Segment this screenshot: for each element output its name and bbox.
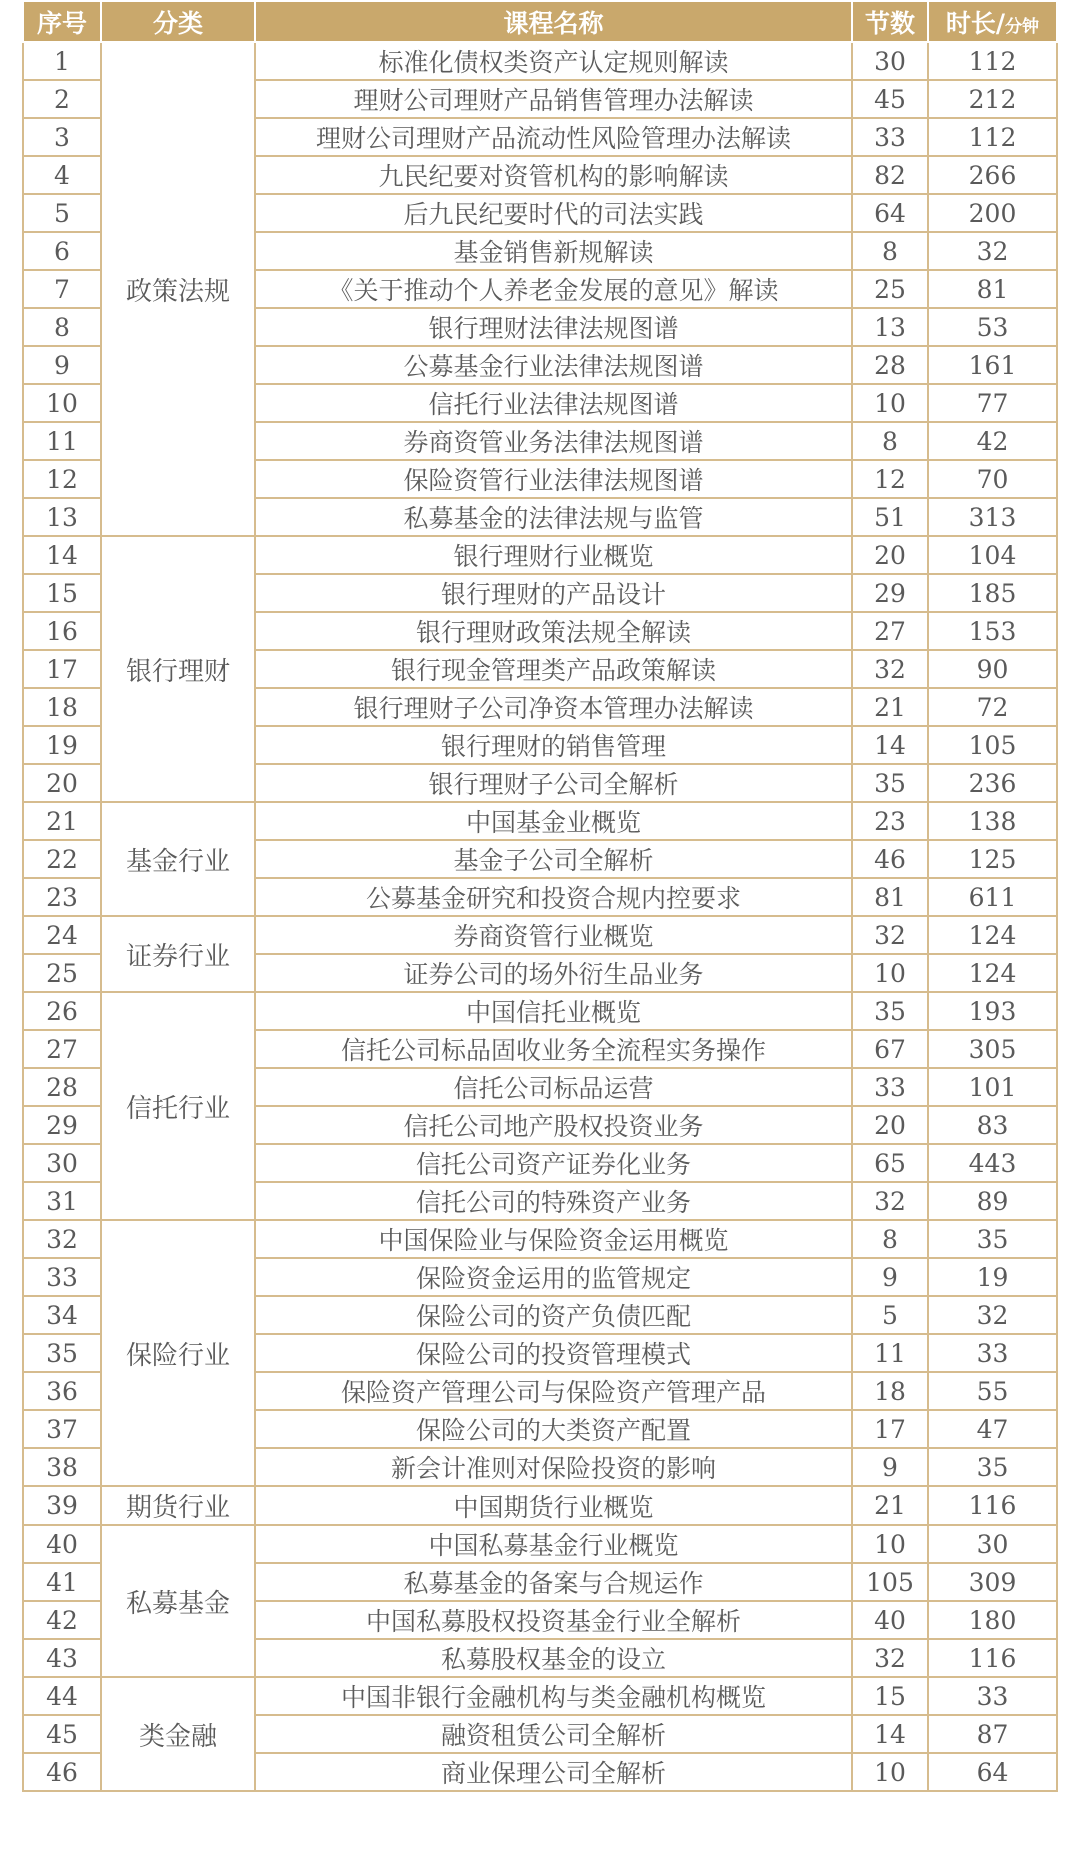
cell-duration: 32 [928,1296,1057,1334]
cell-sections: 45 [852,80,928,118]
cell-duration: 309 [928,1563,1057,1601]
cell-duration: 70 [928,460,1057,498]
cell-seq: 34 [23,1296,101,1334]
cell-sections: 32 [852,1639,928,1677]
cell-category: 政策法规 [101,42,255,536]
cell-course-name: 中国基金业概览 [255,802,852,840]
cell-sections: 28 [852,346,928,384]
cell-sections: 10 [852,954,928,992]
cell-duration: 116 [928,1486,1057,1525]
cell-course-name: 融资租赁公司全解析 [255,1715,852,1753]
cell-sections: 10 [852,1753,928,1791]
cell-course-name: 基金子公司全解析 [255,840,852,878]
cell-duration: 180 [928,1601,1057,1639]
header-duration-unit: 分钟 [1005,16,1040,37]
cell-sections: 25 [852,270,928,308]
cell-course-name: 基金销售新规解读 [255,232,852,270]
cell-duration: 124 [928,916,1057,954]
cell-category: 私募基金 [101,1525,255,1677]
cell-seq: 36 [23,1372,101,1410]
cell-seq: 7 [23,270,101,308]
cell-sections: 5 [852,1296,928,1334]
cell-duration: 305 [928,1030,1057,1068]
cell-duration: 30 [928,1525,1057,1563]
cell-course-name: 银行理财子公司净资本管理办法解读 [255,688,852,726]
table-row [23,1220,1057,1258]
cell-course-name: 《关于推动个人养老金发展的意见》解读 [255,270,852,308]
cell-duration: 443 [928,1144,1057,1182]
cell-duration: 19 [928,1258,1057,1296]
cell-seq: 32 [23,1220,101,1258]
cell-duration: 33 [928,1334,1057,1372]
cell-sections: 64 [852,194,928,232]
cell-duration: 112 [928,42,1057,80]
cell-seq: 25 [23,954,101,992]
cell-sections: 21 [852,1486,928,1525]
table-body [23,42,1057,1791]
cell-course-name: 银行理财政策法规全解读 [255,612,852,650]
cell-seq: 31 [23,1182,101,1220]
cell-seq: 8 [23,308,101,346]
cell-seq: 11 [23,422,101,460]
table-row [23,1677,1057,1715]
cell-sections: 13 [852,308,928,346]
cell-course-name: 信托公司资产证券化业务 [255,1144,852,1182]
cell-duration: 112 [928,118,1057,156]
cell-sections: 40 [852,1601,928,1639]
cell-course-name: 理财公司理财产品流动性风险管理办法解读 [255,118,852,156]
cell-course-name: 银行理财的产品设计 [255,574,852,612]
cell-sections: 32 [852,650,928,688]
cell-sections: 15 [852,1677,928,1715]
cell-duration: 138 [928,802,1057,840]
cell-seq: 23 [23,878,101,916]
cell-course-name: 银行现金管理类产品政策解读 [255,650,852,688]
cell-sections: 33 [852,1068,928,1106]
course-table-container [22,0,1056,1792]
cell-sections: 21 [852,688,928,726]
cell-course-name: 保险公司的投资管理模式 [255,1334,852,1372]
cell-course-name: 券商资管行业概览 [255,916,852,954]
cell-seq: 16 [23,612,101,650]
cell-seq: 45 [23,1715,101,1753]
cell-duration: 124 [928,954,1057,992]
cell-course-name: 标准化债权类资产认定规则解读 [255,42,852,80]
cell-duration: 33 [928,1677,1057,1715]
cell-duration: 236 [928,764,1057,802]
cell-category: 保险行业 [101,1220,255,1486]
cell-course-name: 保险公司的资产负债匹配 [255,1296,852,1334]
cell-sections: 35 [852,764,928,802]
cell-category: 基金行业 [101,802,255,916]
table-row [23,1486,1057,1525]
cell-seq: 15 [23,574,101,612]
cell-duration: 64 [928,1753,1057,1791]
cell-sections: 14 [852,726,928,764]
header-course: 课程名称 [255,1,852,42]
cell-course-name: 证券公司的场外衍生品业务 [255,954,852,992]
cell-duration: 266 [928,156,1057,194]
cell-duration: 87 [928,1715,1057,1753]
cell-duration: 116 [928,1639,1057,1677]
cell-sections: 14 [852,1715,928,1753]
cell-sections: 8 [852,422,928,460]
table-row [23,992,1057,1030]
cell-duration: 611 [928,878,1057,916]
cell-seq: 19 [23,726,101,764]
cell-seq: 26 [23,992,101,1030]
table-row [23,1525,1057,1563]
cell-course-name: 信托行业法律法规图谱 [255,384,852,422]
header-seq: 序号 [23,1,101,42]
cell-seq: 37 [23,1410,101,1448]
cell-course-name: 私募股权基金的设立 [255,1639,852,1677]
cell-sections: 32 [852,916,928,954]
cell-seq: 18 [23,688,101,726]
cell-duration: 185 [928,574,1057,612]
cell-duration: 35 [928,1220,1057,1258]
cell-sections: 20 [852,1106,928,1144]
cell-seq: 5 [23,194,101,232]
cell-sections: 51 [852,498,928,536]
cell-seq: 27 [23,1030,101,1068]
cell-seq: 29 [23,1106,101,1144]
cell-duration: 55 [928,1372,1057,1410]
cell-seq: 24 [23,916,101,954]
cell-seq: 30 [23,1144,101,1182]
cell-duration: 105 [928,726,1057,764]
cell-seq: 28 [23,1068,101,1106]
cell-seq: 38 [23,1448,101,1486]
cell-course-name: 保险资产管理公司与保险资产管理产品 [255,1372,852,1410]
cell-course-name: 私募基金的法律法规与监管 [255,498,852,536]
cell-seq: 10 [23,384,101,422]
cell-sections: 81 [852,878,928,916]
cell-course-name: 银行理财子公司全解析 [255,764,852,802]
cell-duration: 193 [928,992,1057,1030]
cell-course-name: 券商资管业务法律法规图谱 [255,422,852,460]
cell-seq: 4 [23,156,101,194]
cell-sections: 10 [852,1525,928,1563]
cell-course-name: 中国保险业与保险资金运用概览 [255,1220,852,1258]
cell-seq: 44 [23,1677,101,1715]
cell-seq: 14 [23,536,101,574]
cell-category: 类金融 [101,1677,255,1791]
cell-sections: 35 [852,992,928,1030]
header-duration-label: 时长/ [945,8,1006,38]
cell-sections: 17 [852,1410,928,1448]
cell-seq: 17 [23,650,101,688]
cell-duration: 42 [928,422,1057,460]
cell-sections: 32 [852,1182,928,1220]
cell-seq: 39 [23,1486,101,1525]
cell-course-name: 中国非银行金融机构与类金融机构概览 [255,1677,852,1715]
cell-course-name: 信托公司地产股权投资业务 [255,1106,852,1144]
cell-course-name: 银行理财的销售管理 [255,726,852,764]
header-sections: 节数 [852,1,928,42]
cell-course-name: 信托公司标品运营 [255,1068,852,1106]
cell-course-name: 保险公司的大类资产配置 [255,1410,852,1448]
cell-course-name: 公募基金研究和投资合规内控要求 [255,878,852,916]
cell-category: 银行理财 [101,536,255,802]
header-duration [928,1,1057,42]
header-category: 分类 [101,1,255,42]
cell-course-name: 保险资管行业法律法规图谱 [255,460,852,498]
table-row [23,536,1057,574]
cell-seq: 6 [23,232,101,270]
cell-sections: 29 [852,574,928,612]
cell-seq: 21 [23,802,101,840]
cell-seq: 42 [23,1601,101,1639]
cell-category: 信托行业 [101,992,255,1220]
cell-sections: 33 [852,118,928,156]
cell-sections: 82 [852,156,928,194]
course-table [22,0,1058,1792]
cell-course-name: 信托公司的特殊资产业务 [255,1182,852,1220]
table-row [23,802,1057,840]
cell-seq: 41 [23,1563,101,1601]
cell-duration: 104 [928,536,1057,574]
cell-seq: 22 [23,840,101,878]
cell-duration: 53 [928,308,1057,346]
cell-sections: 65 [852,1144,928,1182]
cell-course-name: 商业保理公司全解析 [255,1753,852,1791]
cell-duration: 81 [928,270,1057,308]
cell-sections: 27 [852,612,928,650]
cell-sections: 18 [852,1372,928,1410]
table-row [23,42,1057,80]
cell-duration: 32 [928,232,1057,270]
cell-sections: 105 [852,1563,928,1601]
table-header-row [23,1,1057,42]
cell-duration: 83 [928,1106,1057,1144]
cell-duration: 200 [928,194,1057,232]
cell-duration: 153 [928,612,1057,650]
cell-duration: 47 [928,1410,1057,1448]
cell-course-name: 银行理财行业概览 [255,536,852,574]
cell-duration: 90 [928,650,1057,688]
cell-seq: 40 [23,1525,101,1563]
cell-course-name: 中国私募基金行业概览 [255,1525,852,1563]
cell-course-name: 信托公司标品固收业务全流程实务操作 [255,1030,852,1068]
cell-seq: 12 [23,460,101,498]
cell-sections: 9 [852,1258,928,1296]
cell-duration: 161 [928,346,1057,384]
cell-category: 期货行业 [101,1486,255,1525]
cell-duration: 89 [928,1182,1057,1220]
cell-duration: 125 [928,840,1057,878]
cell-seq: 33 [23,1258,101,1296]
cell-course-name: 公募基金行业法律法规图谱 [255,346,852,384]
cell-duration: 101 [928,1068,1057,1106]
cell-course-name: 理财公司理财产品销售管理办法解读 [255,80,852,118]
cell-seq: 9 [23,346,101,384]
cell-seq: 3 [23,118,101,156]
cell-course-name: 保险资金运用的监管规定 [255,1258,852,1296]
cell-category: 证券行业 [101,916,255,992]
cell-course-name: 中国私募股权投资基金行业全解析 [255,1601,852,1639]
cell-seq: 35 [23,1334,101,1372]
cell-sections: 30 [852,42,928,80]
cell-sections: 8 [852,1220,928,1258]
cell-duration: 77 [928,384,1057,422]
cell-sections: 8 [852,232,928,270]
cell-course-name: 银行理财法律法规图谱 [255,308,852,346]
cell-sections: 10 [852,384,928,422]
cell-sections: 20 [852,536,928,574]
table-row [23,916,1057,954]
cell-course-name: 私募基金的备案与合规运作 [255,1563,852,1601]
cell-sections: 12 [852,460,928,498]
cell-seq: 43 [23,1639,101,1677]
cell-seq: 20 [23,764,101,802]
cell-seq: 13 [23,498,101,536]
cell-duration: 72 [928,688,1057,726]
cell-sections: 23 [852,802,928,840]
cell-duration: 313 [928,498,1057,536]
cell-duration: 35 [928,1448,1057,1486]
cell-course-name: 新会计准则对保险投资的影响 [255,1448,852,1486]
cell-course-name: 中国信托业概览 [255,992,852,1030]
cell-seq: 1 [23,42,101,80]
cell-seq: 46 [23,1753,101,1791]
cell-course-name: 后九民纪要时代的司法实践 [255,194,852,232]
cell-duration: 212 [928,80,1057,118]
cell-sections: 9 [852,1448,928,1486]
cell-seq: 2 [23,80,101,118]
cell-sections: 67 [852,1030,928,1068]
cell-sections: 11 [852,1334,928,1372]
cell-sections: 46 [852,840,928,878]
cell-course-name: 中国期货行业概览 [255,1486,852,1525]
cell-course-name: 九民纪要对资管机构的影响解读 [255,156,852,194]
